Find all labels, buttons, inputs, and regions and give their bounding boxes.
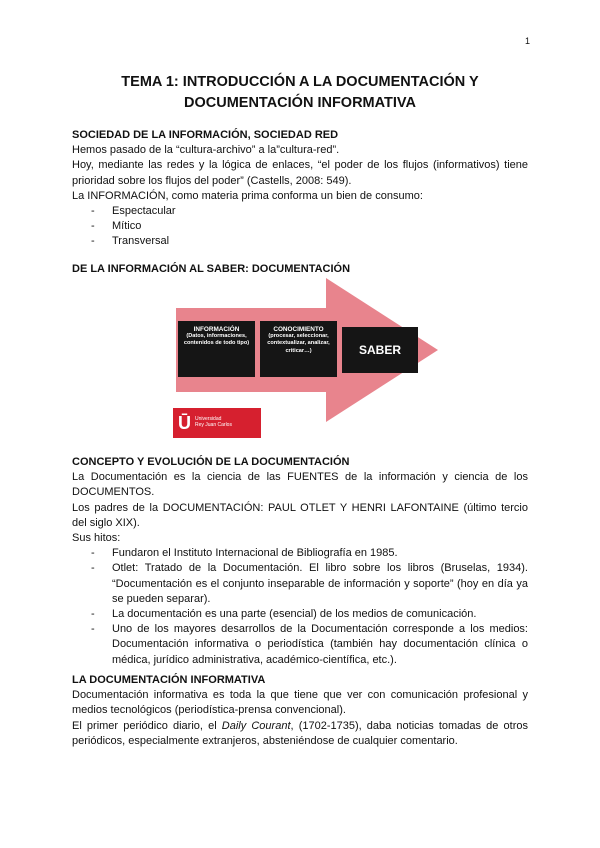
section-concept-evolution <box>72 455 528 668</box>
knowledge-box <box>260 321 337 377</box>
section-information-to-knowledge <box>72 262 528 277</box>
paragraph: Documentación informativa es toda la que tiene que ver con comunicación profesional y medios tecnológicos (periodística-prensa convencional). <box>72 689 528 717</box>
wisdom-box: SABER <box>342 327 418 373</box>
section-heading: DE LA INFORMACIÓN AL SABER: DOCUMENTACIÓN <box>72 263 351 275</box>
section-information-society <box>72 128 528 250</box>
list-item: - La documentación es una parte (esencial) de los medios de comunicación. <box>72 607 528 622</box>
milestones-list <box>72 546 528 668</box>
section-heading: LA DOCUMENTACIÓN INFORMATIVA <box>72 674 266 686</box>
section-informative-documentation <box>72 673 528 749</box>
university-name: Universidad Rey Juan Carlos <box>195 416 232 428</box>
section-heading: CONCEPTO Y EVOLUCIÓN DE LA DOCUMENTACIÓN <box>72 456 350 468</box>
information-box-text: (Datos, informaciones, contenidos de todo tipo) <box>183 333 250 347</box>
list <box>72 204 528 250</box>
paragraph: Sus hitos: <box>72 532 121 545</box>
information-box-title: INFORMACIÓN <box>193 326 240 333</box>
info-to-knowledge-diagram <box>176 278 438 422</box>
paragraph: Hoy, mediante las redes y la lógica de enlaces, “el poder de los flujos (informativos) tiene prioridad sobre los flujos del poder” (Castells, 2008: 549). <box>72 159 528 187</box>
title-line-2: DOCUMENTACIÓN INFORMATIVA <box>184 95 416 111</box>
page-number: 1 <box>524 36 530 46</box>
knowledge-box-title: CONOCIMIENTO <box>273 326 324 333</box>
list-item: - Uno de los mayores desarrollos de la Documentación corresponde a los medios: Documentación informativa o periodística (también hay documentación clínica o médica, jurídico administrativa, académico-científica, etc.). <box>72 622 528 668</box>
paragraph: Los padres de la DOCUMENTACIÓN: PAUL OTLET Y HENRI LAFONTAINE (último tercio del siglo XIX). <box>72 501 528 529</box>
newspaper-name: Daily Courant <box>221 719 291 732</box>
knowledge-box-text: (procesar, seleccionar, contextualizar, analizar, criticar…) <box>267 333 330 354</box>
title-line-1: TEMA 1: INTRODUCCIÓN A LA DOCUMENTACIÓN Y <box>121 74 479 90</box>
section-heading: SOCIEDAD DE LA INFORMACIÓN, SOCIEDAD RED <box>72 129 339 141</box>
university-logo <box>173 408 261 438</box>
document-title <box>60 72 540 114</box>
list-item: - Transversal <box>72 234 528 249</box>
paragraph: Hemos pasado de la “cultura-archivo” a la”cultura-red”. <box>72 144 340 157</box>
list-item: - Mítico <box>72 219 528 234</box>
paragraph: La Documentación es la ciencia de las FUENTES de la información y ciencia de los DOCUMENTOS. <box>72 471 528 499</box>
list-item: - Espectacular <box>72 204 528 219</box>
university-emblem-icon: Ū <box>178 413 191 433</box>
list-item: - Fundaron el Instituto Internacional de Bibliografía en 1985. <box>72 546 528 561</box>
paragraph: La INFORMACIÓN, como materia prima conforma un bien de consumo: <box>72 189 423 202</box>
list-item: - Otlet: Tratado de la Documentación. El libro sobre los libros (Bruselas, 1934). “Documentación es el conjunto inseparable de información y soporte” (hoy en día ya se pueden separar). <box>72 561 528 607</box>
paragraph: El primer periódico diario, el Daily Courant, (1702-1735), daba noticias tomadas de otros periódicos, especialmente extranjeros, absteniéndose de cualquier comentario. <box>72 719 528 747</box>
information-box <box>178 321 255 377</box>
